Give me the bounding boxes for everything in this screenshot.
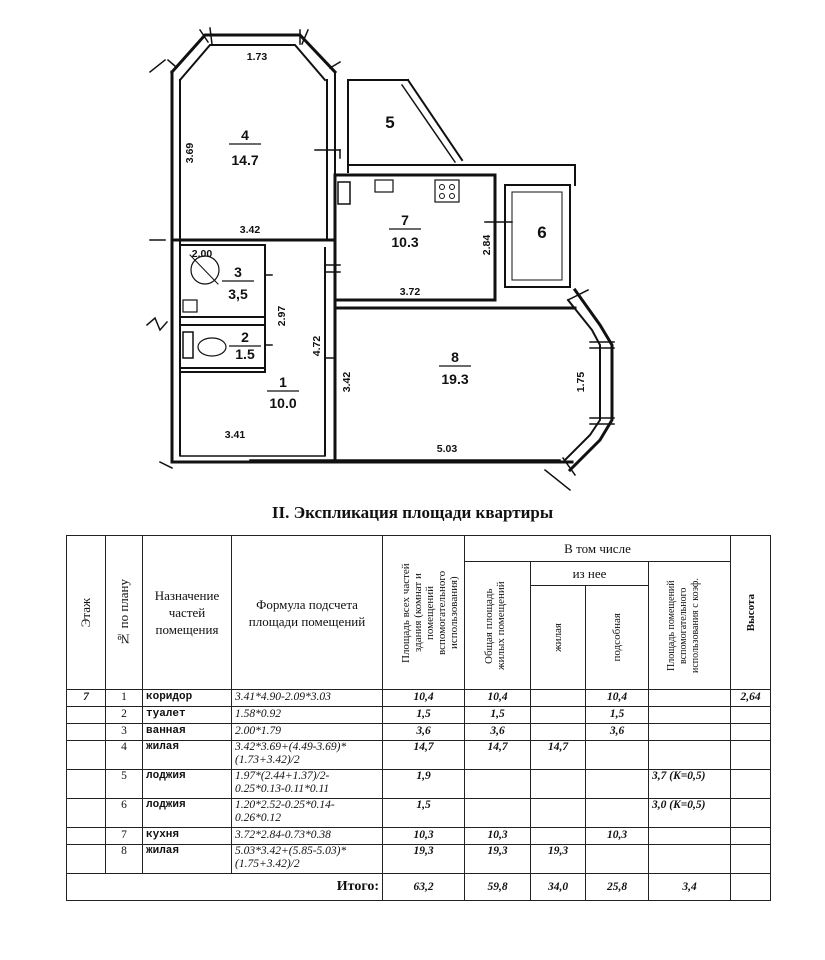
cell-height [731,770,771,799]
cell-living-total [465,799,531,828]
header-of-which: из нее [531,562,649,586]
total-label: Итого: [67,874,383,901]
cell-living-total: 3,6 [465,724,531,741]
room-number-6: 6 [537,223,547,242]
cell-living: 14,7 [531,741,586,770]
cell-floor [67,770,106,799]
cell-total: 3,6 [383,724,465,741]
dimension-label: 2.97 [276,305,288,327]
header-living: жилая [531,586,586,690]
room-number-1: 1 [279,374,287,390]
dimension-label: 3.41 [224,429,246,441]
cell-living [531,724,586,741]
cell-formula: 3.42*3.69+(4.49-3.69)* (1.73+3.42)/2 [232,741,383,770]
room-area-3: 3,5 [228,286,248,302]
cell-floor [67,799,106,828]
cell-name: туалет [143,707,232,724]
dimension-label: 1.73 [246,51,268,63]
cell-living-total: 1,5 [465,707,531,724]
cell-coef: 3,7 (K=0,5) [649,770,731,799]
cell-floor [67,845,106,874]
explication-table [66,535,771,901]
cell-no: 7 [106,828,143,845]
cell-name: кухня [143,828,232,845]
cell-aux [586,845,649,874]
cell-name: жилая [143,741,232,770]
cell-coef [649,724,731,741]
cell-living [531,770,586,799]
room-area-2: 1.5 [235,346,255,362]
cell-floor [67,741,106,770]
dimension-label: 3.69 [184,142,196,164]
cell-height: 2,64 [731,690,771,707]
table-total-row [67,874,771,901]
cell-coef [649,828,731,845]
room-number-7: 7 [401,212,409,228]
total-aux: 25,8 [586,874,649,901]
cell-total: 1,5 [383,707,465,724]
table-row [67,799,771,828]
table-row [67,690,771,707]
cell-height [731,724,771,741]
table-title: II. Экспликация площади квартиры [271,503,554,522]
dimension-label: 3.42 [239,224,261,236]
cell-no: 4 [106,741,143,770]
room-area-1: 10.0 [269,395,297,411]
dimension-label: 4.72 [311,335,323,357]
cell-aux [586,770,649,799]
cell-floor: 7 [67,690,106,707]
dimension-label: 2.84 [481,234,493,256]
header-formula: Формула подсчета площади помещений [232,536,383,690]
cell-no: 5 [106,770,143,799]
dimension-label: 2.00 [191,248,213,260]
cell-living-total: 10,4 [465,690,531,707]
table-row [67,770,771,799]
cell-total: 10,3 [383,828,465,845]
cell-formula: 1.97*(2.44+1.37)/2- 0.25*0.13-0.11*0.11 [232,770,383,799]
cell-coef [649,741,731,770]
cell-living [531,828,586,845]
room-number-3: 3 [234,264,242,280]
header-living-total: Общая площадь жилых помещений [465,562,531,690]
cell-living [531,799,586,828]
cell-total: 19,3 [383,845,465,874]
total-living-total: 59,8 [465,874,531,901]
header-aux-coef: Площадь помещений вспомогательного использования с коэф. [649,562,731,690]
cell-height [731,799,771,828]
table-row [67,724,771,741]
cell-coef [649,707,731,724]
cell-living-total [465,770,531,799]
cell-height [731,845,771,874]
cell-living-total: 19,3 [465,845,531,874]
header-height: Высота [731,536,771,690]
room-number-2: 2 [241,329,249,345]
dimension-label: 5.03 [436,443,458,455]
cell-formula: 3.41*4.90-2.09*3.03 [232,690,383,707]
cell-living: 19,3 [531,845,586,874]
table-row [67,741,771,770]
room-area-7: 10.3 [391,234,419,250]
room-number-8: 8 [451,349,459,365]
cell-formula: 3.72*2.84-0.73*0.38 [232,828,383,845]
header-purpose: Назначение частей помещения [143,536,232,690]
cell-no: 6 [106,799,143,828]
cell-total: 10,4 [383,690,465,707]
cell-aux: 3,6 [586,724,649,741]
cell-name: ванная [143,724,232,741]
cell-aux [586,741,649,770]
cell-aux [586,799,649,828]
room-number-5: 5 [385,113,395,132]
dimension-label: 3.72 [399,286,421,298]
cell-name: коридор [143,690,232,707]
room-number-4: 4 [241,127,249,143]
table-row [67,845,771,874]
cell-total: 1,9 [383,770,465,799]
cell-no: 8 [106,845,143,874]
dimension-label: 3.42 [341,371,353,393]
cell-formula: 2.00*1.79 [232,724,383,741]
header-total-area: Площадь всех частей здания (комнат и помещений вспомогательного использования) [383,536,465,690]
room-area-8: 19.3 [441,371,469,387]
cell-name: лоджия [143,770,232,799]
room-area-4: 14.7 [231,152,259,168]
cell-floor [67,828,106,845]
header-auxiliary: подсобная [586,586,649,690]
cell-no: 1 [106,690,143,707]
cell-formula: 1.20*2.52-0.25*0.14- 0.26*0.12 [232,799,383,828]
total-coef: 3,4 [649,874,731,901]
dimension-label: 1.75 [575,371,587,393]
cell-floor [67,707,106,724]
cell-coef: 3,0 (K=0,5) [649,799,731,828]
cell-floor [67,724,106,741]
cell-formula: 5.03*3.42+(5.85-5.03)* (1.75+3.42)/2 [232,845,383,874]
cell-name: жилая [143,845,232,874]
cell-aux: 1,5 [586,707,649,724]
total-total: 63,2 [383,874,465,901]
cell-no: 2 [106,707,143,724]
table-row [67,707,771,724]
cell-living [531,707,586,724]
cell-aux: 10,3 [586,828,649,845]
cell-coef [649,690,731,707]
cell-living-total: 14,7 [465,741,531,770]
cell-living [531,690,586,707]
table-row [67,828,771,845]
total-height-empty [731,874,771,901]
cell-height [731,707,771,724]
cell-name: лоджия [143,799,232,828]
header-plan-no: № по плану [106,536,143,690]
cell-total: 14,7 [383,741,465,770]
cell-coef [649,845,731,874]
header-floor: Этаж [67,536,106,690]
cell-living-total: 10,3 [465,828,531,845]
header-including: В том числе [465,536,731,562]
cell-aux: 10,4 [586,690,649,707]
cell-height [731,741,771,770]
cell-no: 3 [106,724,143,741]
cell-height [731,828,771,845]
cell-total: 1,5 [383,799,465,828]
total-living: 34,0 [531,874,586,901]
cell-formula: 1.58*0.92 [232,707,383,724]
